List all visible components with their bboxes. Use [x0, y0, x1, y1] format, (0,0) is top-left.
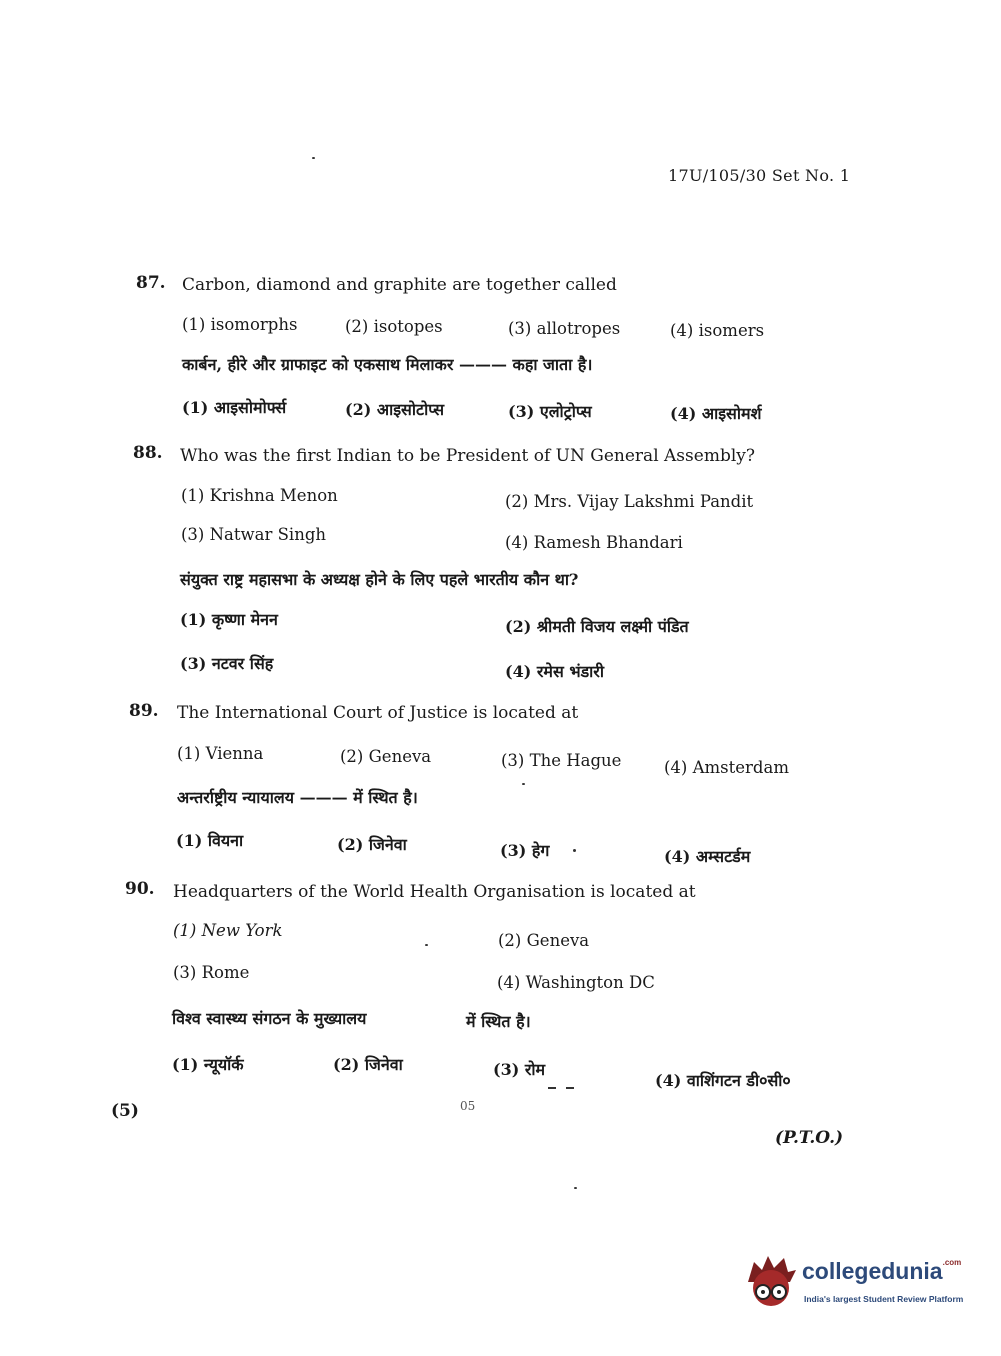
question-text: Who was the first Indian to be President of UN General Assembly?: [180, 446, 755, 466]
hindi-option: (1) वियना: [176, 831, 244, 850]
option: (2) isotopes: [345, 317, 443, 336]
question-number: 88.: [133, 443, 163, 463]
hindi-option: (2) आइसोटोप्स: [345, 400, 445, 419]
brand-tagline: India's largest Student Review Platform: [804, 1294, 964, 1304]
option: (2) Geneva: [340, 747, 432, 766]
hindi-question-text: अन्तर्राष्ट्रीय न्यायालय ——— में स्थित है।: [177, 788, 418, 807]
hindi-question-text-end: में स्थित है।: [466, 1012, 531, 1031]
brand-dotcom: .com: [942, 1258, 962, 1267]
option: (1) Krishna Menon: [181, 486, 338, 505]
option: (3) The Hague: [501, 751, 622, 770]
hindi-option: (3) नटवर सिंह: [180, 654, 274, 673]
option: (1) New York: [173, 921, 283, 940]
option: (3) allotropes: [508, 319, 621, 338]
option: (2) Geneva: [498, 931, 590, 950]
option: (4) isomers: [670, 321, 765, 340]
hindi-question-text: संयुक्त राष्ट्र महासभा के अध्यक्ष होने के लिए पहले भारतीय कौन था?: [180, 570, 579, 589]
question-number: 87.: [136, 273, 166, 293]
question-text: Carbon, diamond and graphite are together called: [182, 275, 617, 295]
scan-speck: [573, 849, 576, 852]
question-text: Headquarters of the World Health Organisation is located at: [173, 882, 696, 902]
hindi-question-text: कार्बन, हीरे और ग्राफाइट को एकसाथ मिलाकर ——— कहा जाता है।: [182, 355, 593, 374]
collegedunia-logo: [744, 1252, 974, 1314]
hindi-option: (2) श्रीमती विजय लक्ष्मी पंडित: [505, 617, 689, 636]
scan-speck: [574, 1187, 577, 1189]
hindi-option: (4) वाशिंगटन डी०सी०: [655, 1071, 791, 1090]
option: (4) Amsterdam: [664, 758, 789, 777]
brand-name: collegedunia$^{.com}$: [802, 1258, 962, 1284]
hindi-option: (4) रमेस भंडारी: [505, 662, 604, 681]
center-mark: 05: [460, 1099, 476, 1113]
pto-label: (P.T.O.): [775, 1128, 844, 1148]
hindi-option: (1) कृष्णा मेनन: [180, 610, 278, 629]
scan-speck: [548, 1087, 556, 1089]
option: (4) Ramesh Bhandari: [505, 533, 683, 552]
hindi-option: (2) जिनेवा: [337, 835, 407, 854]
question-number: 89.: [129, 701, 159, 721]
hindi-option: (3) रोम: [493, 1060, 546, 1079]
option: (3) Rome: [173, 963, 250, 982]
question-number: 90.: [125, 879, 155, 899]
scan-speck: [566, 1087, 574, 1089]
set-header: 17U/105/30 Set No. 1: [668, 166, 851, 185]
hindi-option: (4) अम्सटर्डम: [664, 847, 751, 866]
option: (3) Natwar Singh: [181, 525, 327, 544]
scan-speck: [522, 783, 525, 785]
mascot-icon: [744, 1252, 798, 1312]
hindi-option: (3) हेग: [500, 841, 550, 860]
question-text: The International Court of Justice is located at: [177, 703, 579, 723]
hindi-option: (2) जिनेवा: [333, 1055, 403, 1074]
option: (2) Mrs. Vijay Lakshmi Pandit: [505, 492, 754, 511]
hindi-question-text: विश्व स्वास्थ्य संगठन के मुख्यालय: [172, 1009, 367, 1028]
scan-speck: [312, 157, 315, 159]
option: (1) Vienna: [177, 744, 264, 763]
hindi-option: (1) आइसोमोर्फ्स: [182, 398, 287, 417]
scan-speck: [425, 944, 428, 946]
hindi-option: (3) एलोट्रोप्स: [508, 402, 592, 421]
option: (1) isomorphs: [182, 315, 298, 334]
option: (4) Washington DC: [497, 973, 655, 992]
page-number: (5): [111, 1101, 139, 1121]
hindi-option: (4) आइसोमर्श: [670, 404, 762, 423]
hindi-option: (1) न्यूयॉर्क: [172, 1055, 244, 1074]
